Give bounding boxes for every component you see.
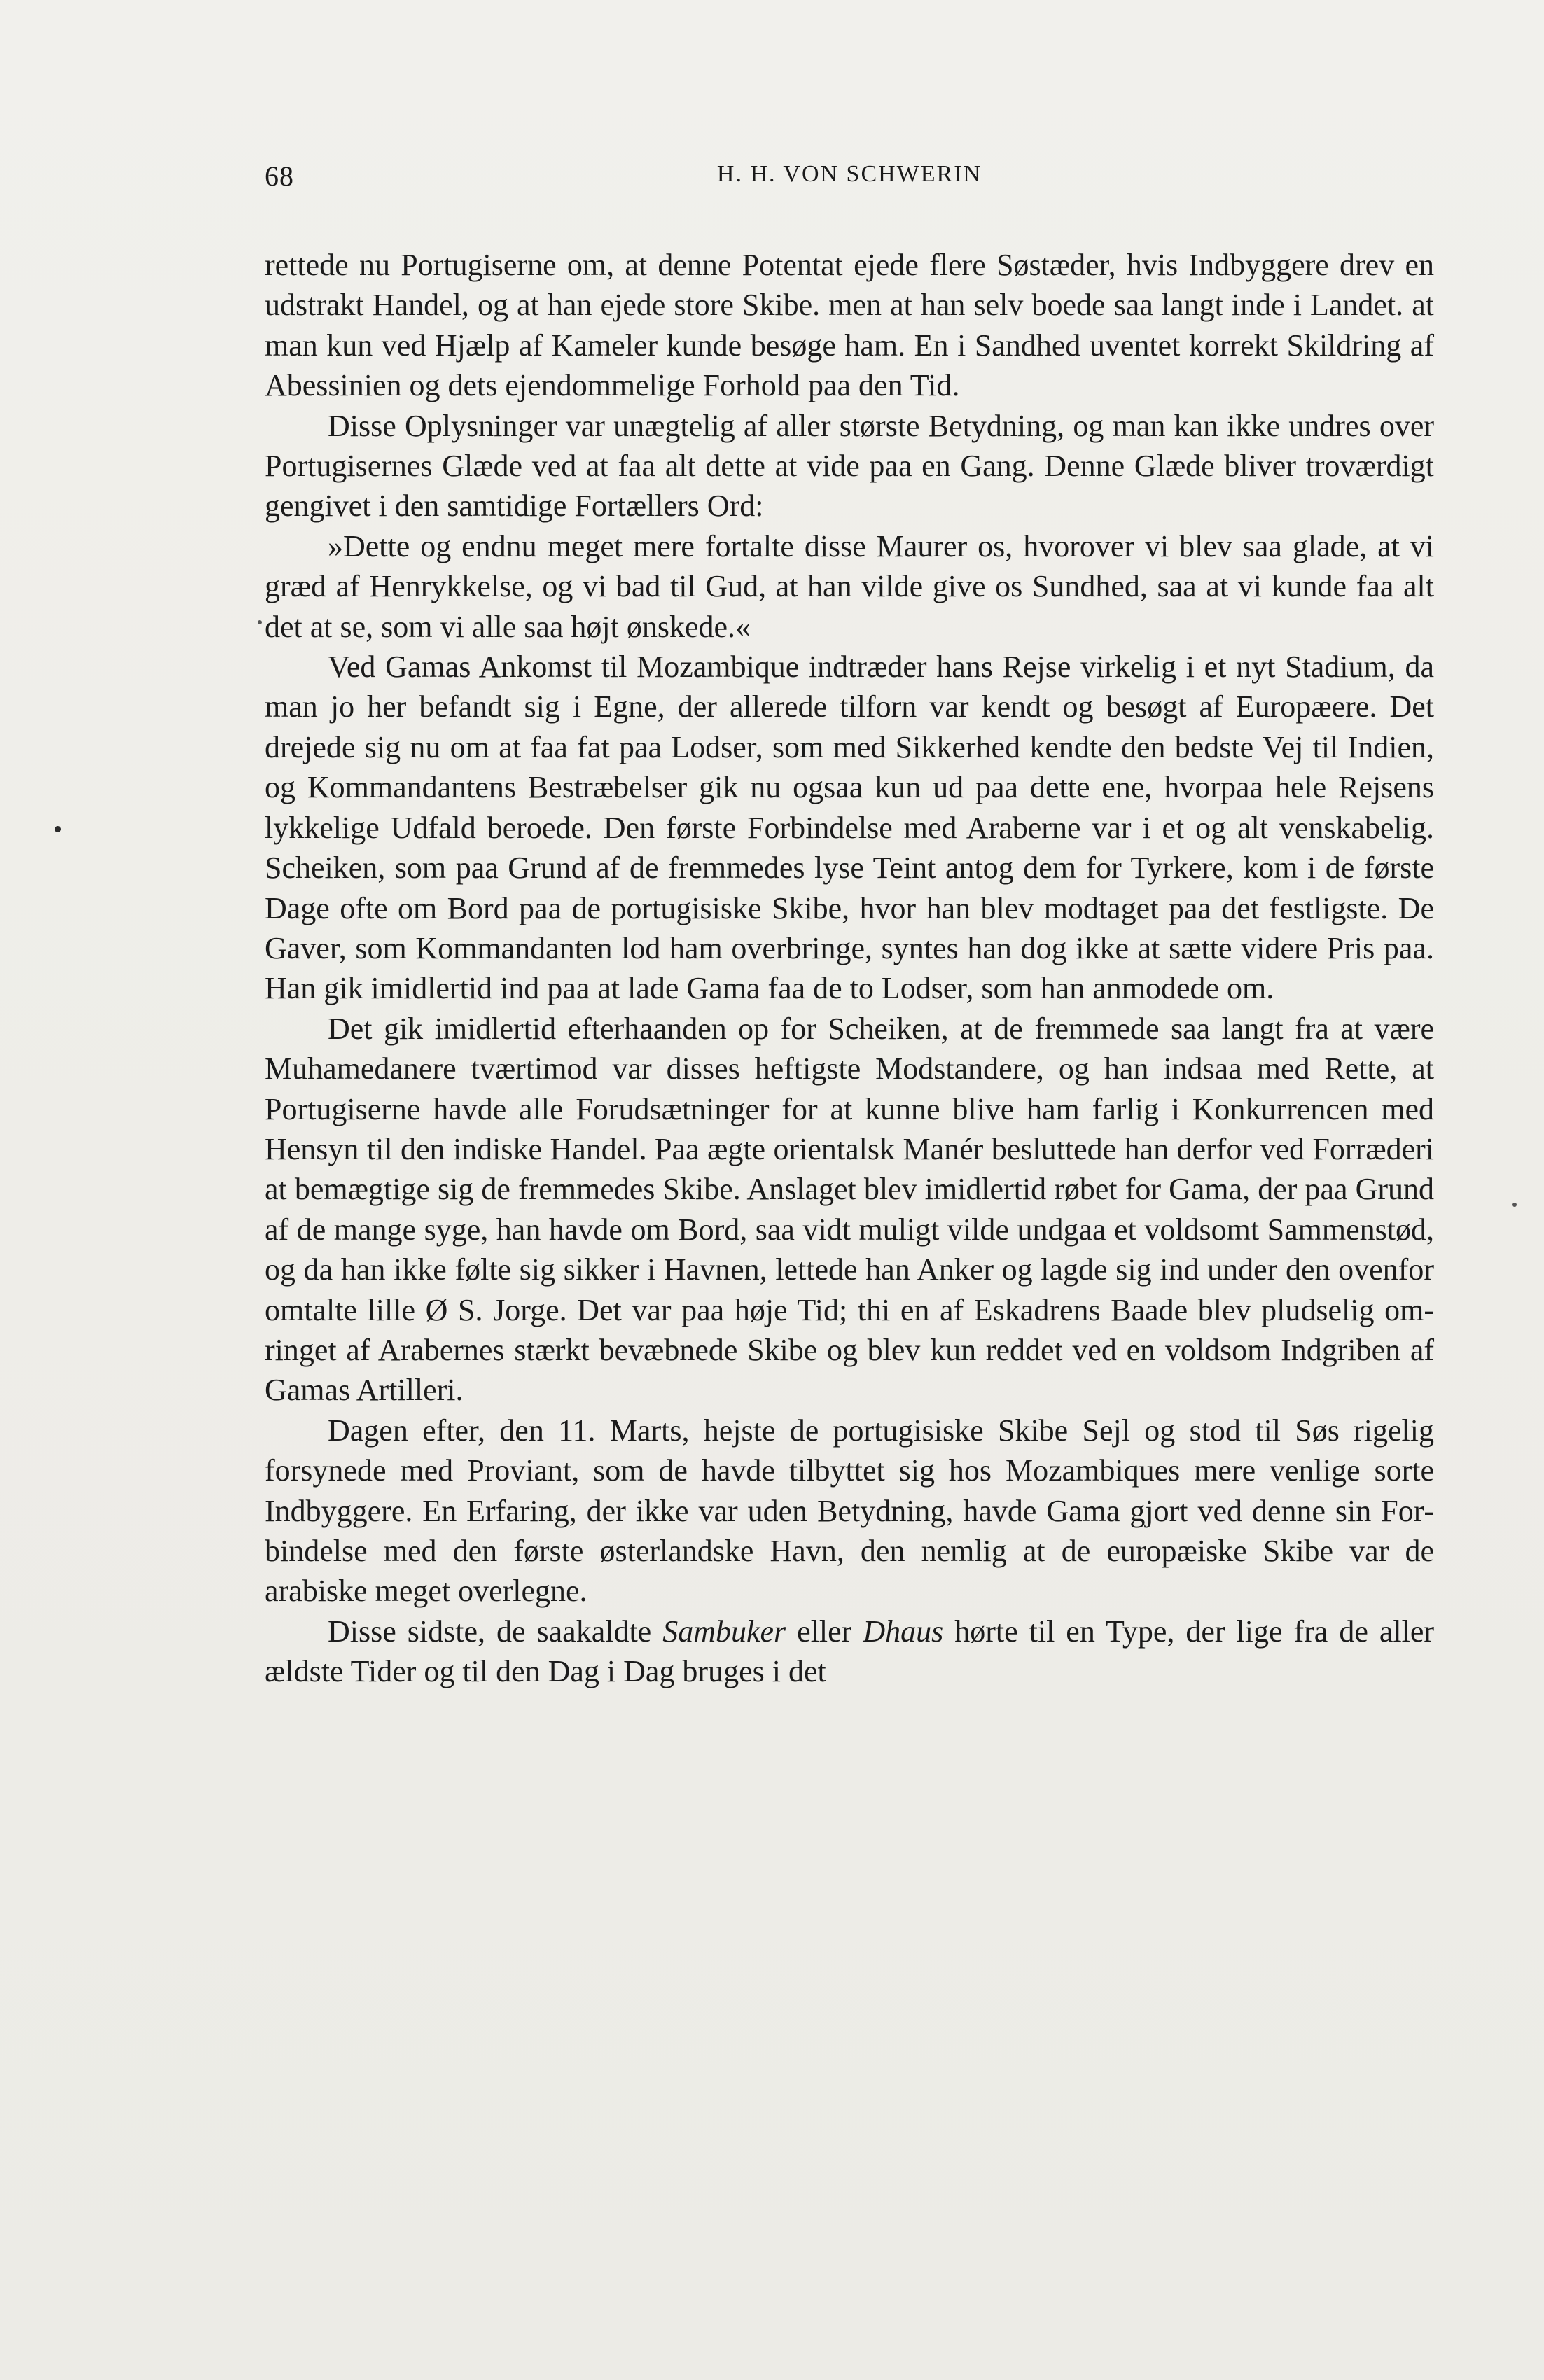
paragraph-4: Ved Gamas Ankomst til Mozambique indtræder hans Rejse virkelig i et nyt Stadium, da man jo her befandt sig i Egne, der allerede tilforn var kendt og besøgt af Europæere. Det drejede sig nu om at faa fat paa Lodser, som med Sikkerhed kendte den bedste Vej til Indien, og Kommandantens Bestræbelser gik nu ogsaa kun ud paa dette ene, hvorpaa hele Rejsens lykkelige Udfald beroede. Den første Forbindelse med Araberne var i et og alt venskabelig. Scheiken, som paa Grund af de fremmedes lyse Teint antog dem for Tyrkere, kom i de første Dage ofte om Bord paa de portugisiske Skibe, hvor han blev modtaget paa det festligste. De Gaver, som Kommandanten lod ham overbringe, syntes han dog ikke at sætte videre Pris paa. Han gik imidlertid ind paa at lade Gama faa de to Lodser, som han anmodede om. xyxy=(265,650,1434,1006)
term-dhaus: Dhaus xyxy=(863,1614,944,1648)
margin-speck-mid xyxy=(258,620,262,624)
running-title: H. H. VON SCHWERIN xyxy=(716,161,982,187)
main-text xyxy=(265,245,1434,1692)
margin-speck-left xyxy=(55,826,61,832)
paragraph-7-text-b: eller xyxy=(786,1614,863,1648)
paragraph-1: rettede nu Portugiserne om, at denne Potentat ejede flere Søstæder, hvis Indbyggere drev en udstrakt Handel, og at han ejede store Skibe. men at han selv boede saa langt inde i Landet. at man kun ved Hjælp af Kameler kunde besøge ham. En i Sandhed uventet korrekt Skildring af Abessinien og dets ejendommelige Forhold paa den Tid. xyxy=(265,248,1434,403)
margin-speck-right xyxy=(1512,1203,1517,1207)
paragraph-2: Disse Oplysninger var unægtelig af aller største Betydning, og man kan ikke undres over Portugisernes Glæde ved at faa alt dette at vide paa en Gang. Denne Glæde bliver troværdigt gengivet i den samtidige Fortællers Ord: xyxy=(265,408,1434,524)
paragraph-7-text-c: hørte til en Type, der lige fra de aller ældste Tider og til den Dag i Dag bruges i det xyxy=(265,1614,1435,1689)
paragraph-3-quotation: »Dette og endnu meget mere fortalte disse Maurer os, hvorover vi blev saa glade, at vi græd af Henrykkelse, og vi bad til Gud, at han vilde give os Sundhed, saa at vi kunde faa alt det at se, som vi alle saa højt ønskede.« xyxy=(265,528,1434,644)
paragraph-5: Det gik imidlertid efterhaanden op for Scheiken, at de fremmede saa langt fra at være Muhamedanere tværtimod var disses heftigste Modstandere, og han indsaa med Rette, at Portugiserne havde alle Forudsætninger for at kunne blive ham farlig i Konkurrencen med Hensyn til den indiske Handel. Paa ægte orientalsk Manér besluttede han derfor ved Forræderi at bemægtige sig de fremmedes Skibe. Anslaget blev imidlertid røbet for Gama, der paa Grund af de mange syge, han havde om Bord, saa vidt muligt vilde undgaa et voldsomt Sammenstød, og da han ikke følte sig sikker i Havnen, lettede han Anker og lagde sig ind under den ovenfor omtalte lille Ø S. Jorge. Det var paa høje Tid; thi en af Eskadrens Baade blev pludselig omringet af Arabernes stærkt bevæbnede Skibe og blev kun reddet ved en voldsom Indgriben af Gamas Artilleri. xyxy=(265,1011,1434,1408)
page-number: 68 xyxy=(265,160,294,192)
running-header xyxy=(265,160,1434,202)
paragraph-7 xyxy=(265,1611,1434,1692)
term-sambuker: Sambuker xyxy=(662,1614,786,1648)
paragraph-7-text-a: Disse sidste, de saakaldte xyxy=(328,1614,663,1648)
paragraph-6: Dagen efter, den 11. Marts, hejste de portugisiske Skibe Sejl og stod til Søs rigelig forsynede med Proviant, som de havde tilbyttet sig hos Mozambiques mere venlige sorte Indbyggere. En Erfaring, der ikke var uden Betydning, havde Gama gjort ved denne sin Forbindelse med den første østerlandske Havn, den nemlig at de europæiske Skibe var de arabiske meget overlegne. xyxy=(265,1413,1434,1609)
